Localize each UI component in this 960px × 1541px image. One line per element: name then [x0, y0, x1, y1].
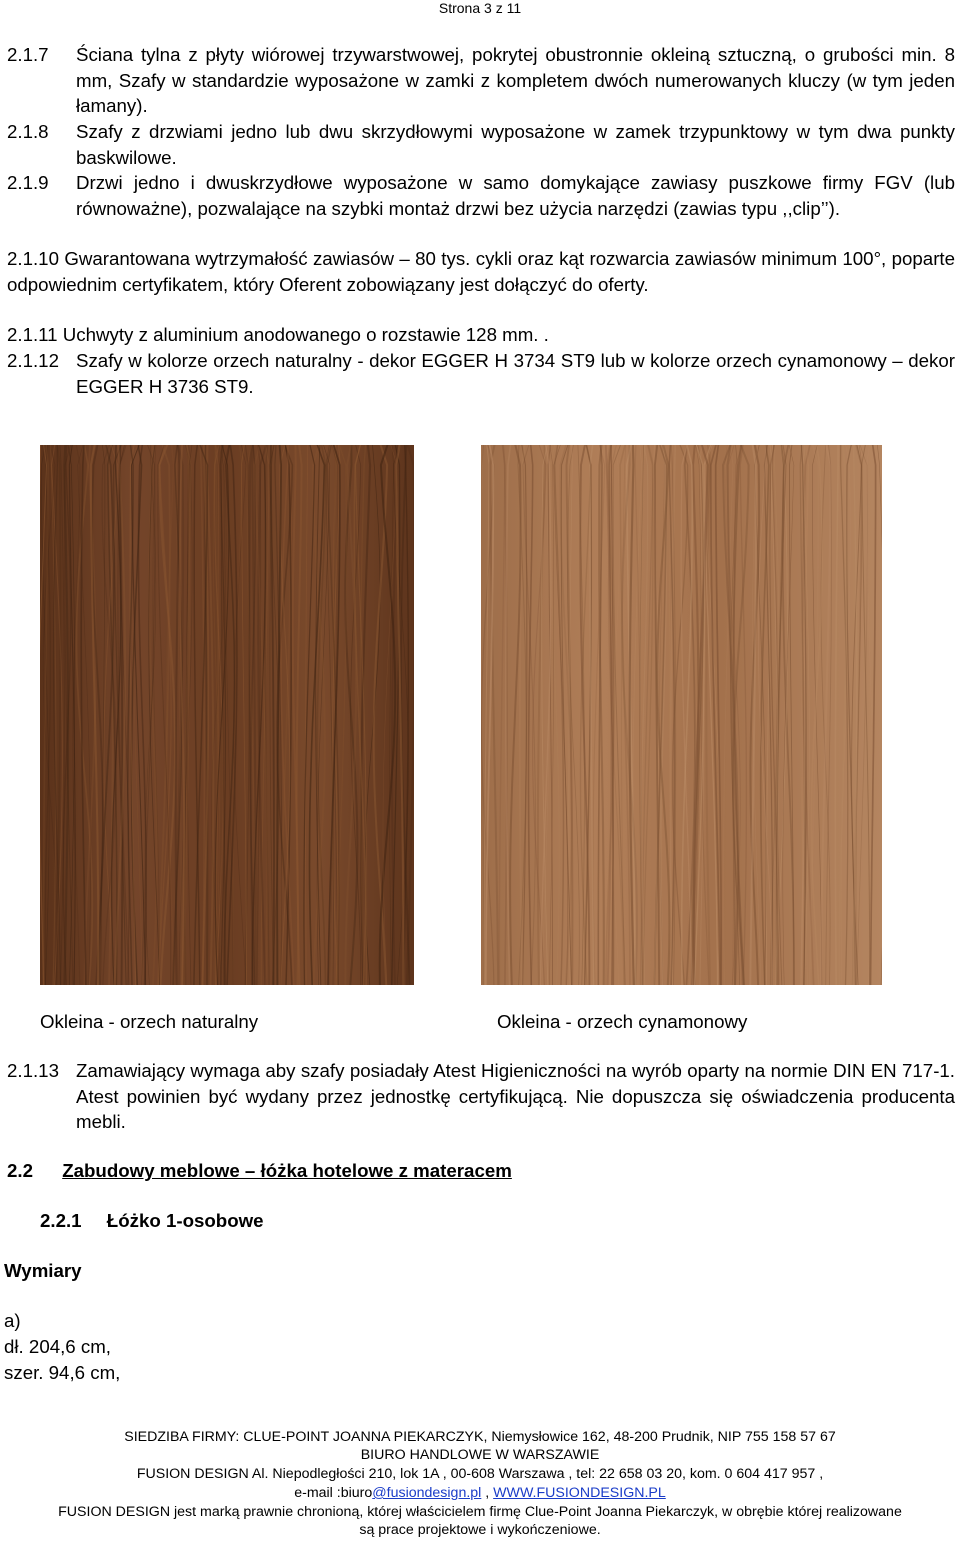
footer-company: SIEDZIBA FIRMY: CLUE-POINT JOANNA PIEKARCZYK, Niemysłowice 162, 48-200 Prudnik, NIP 755 158 57 67 — [124, 1429, 836, 1445]
section-number: 2.2 — [7, 1160, 33, 1181]
subsection-heading — [40, 1210, 264, 1232]
subsection-number: 2.2.1 — [40, 1210, 82, 1231]
item-text: Gwarantowana wytrzymałość zawiasów – 80 tys. cykli oraz kąt rozwarcia zawiasów minimum 100°, poparte odpowiednim certyfikatem, który Oferent zobowiązany jest dołączyć do oferty. — [7, 248, 955, 295]
item-text: Drzwi jedno i dwuskrzydłowe wyposażone w samo domykające zawiasy puszkowe firmy FGV (lub równoważne), pozwalające na szybki montaż drzwi bez użycia narzędzi (zawias typu ,,clip’’). — [76, 172, 955, 219]
footer-website-link[interactable]: WWW.FUSIONDESIGN.PL — [493, 1485, 666, 1501]
footer-office: BIURO HANDLOWE W WARSZAWIE — [360, 1447, 600, 1463]
section-title: Zabudowy meblowe – łóżka hotelowe z materacem — [62, 1160, 512, 1181]
footer-address: FUSION DESIGN Al. Niepodległości 210, lok 1A , 00-608 Warszawa , tel: 22 658 03 20, kom. 0 604 417 957 , — [136, 1466, 824, 1482]
item-text: Uchwyty z aluminium anodowanego o rozstawie 128 mm. . — [62, 324, 549, 345]
dimension-width: szer. 94,6 cm, — [4, 1362, 121, 1383]
page-number-label: Strona 3 z 11 — [438, 0, 522, 16]
spec-item-2-1-8 — [7, 119, 955, 170]
section-heading — [7, 1160, 512, 1182]
swatch-orzech-cynamonowy — [481, 445, 882, 985]
spec-item-2-1-13 — [7, 1058, 955, 1135]
item-text: Szafy z drzwiami jedno lub dwu skrzydłowymi wyposażone w zamek trzypunktowy w tym dwa punkty baskwilowe. — [76, 121, 955, 168]
swatch-caption-naturalny: Okleina - orzech naturalny — [40, 1011, 259, 1032]
dimensions-heading: Wymiary — [4, 1260, 82, 1281]
spec-item-2-1-7 — [7, 42, 955, 119]
page-number — [0, 0, 960, 16]
item-number: 2.1.10 — [7, 248, 59, 269]
footer-separator: , — [481, 1485, 494, 1501]
swatch-caption-cynamonowy: Okleina - orzech cynamonowy — [497, 1011, 748, 1032]
item-number: 2.1.8 — [7, 121, 49, 142]
footer-email-prefix: e-mail :biuro — [294, 1485, 373, 1501]
item-number: 2.1.12 — [7, 350, 59, 371]
item-number: 2.1.13 — [7, 1060, 59, 1081]
dimensions-label: a) — [4, 1310, 21, 1331]
item-number: 2.1.11 — [7, 324, 58, 345]
subsection-title: Łóżko 1-osobowe — [106, 1210, 264, 1231]
spec-item-2-1-9 — [7, 170, 955, 221]
spec-item-2-1-12 — [7, 348, 955, 399]
item-text: Ściana tylna z płyty wiórowej trzywarstwowej, pokrytej obustronnie okleiną sztuczną, o grubości min. 8 mm, Szafy w standardzie wyposażone w zamki z kompletem dwóch numerowanych kluczy (w tym jeden łamany). — [76, 44, 955, 116]
item-text: Szafy w kolorze orzech naturalny - dekor EGGER H 3734 ST9 lub w kolorze orzech cynamonowy – dekor EGGER H 3736 ST9. — [76, 350, 955, 397]
spec-item-2-1-10 — [7, 246, 955, 297]
item-text: Zamawiający wymaga aby szafy posiadały Atest Higieniczności na wyrób oparty na normie DIN EN 717-1. Atest powinien być wydany przez jednostkę certyfikującą. Nie dopuszcza się oświadczenia producenta mebli. — [76, 1060, 955, 1132]
footer-trademark-cont: są prace projektowe i wykończeniowe. — [359, 1522, 601, 1538]
footer-email-link[interactable]: @fusiondesign.pl — [372, 1485, 482, 1501]
item-number: 2.1.9 — [7, 172, 49, 193]
item-number: 2.1.7 — [7, 44, 49, 65]
spec-item-2-1-11 — [7, 322, 955, 348]
footer-contact — [0, 1483, 960, 1503]
footer-trademark: FUSION DESIGN jest marką prawnie chronioną, której właścicielem firmę Clue-Point Joanna Piekarczyk, w obrębie której realizowane — [58, 1504, 902, 1520]
dimension-length: dł. 204,6 cm, — [4, 1336, 111, 1357]
swatch-orzech-naturalny — [40, 445, 414, 985]
